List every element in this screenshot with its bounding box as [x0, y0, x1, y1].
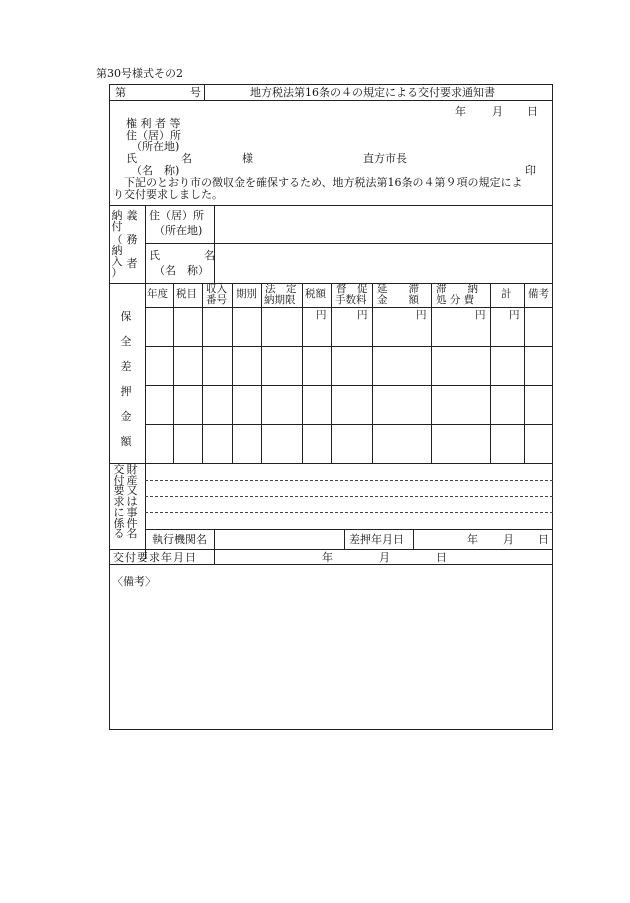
- taxpayer-address-label: 住（居）所: [149, 209, 204, 222]
- seizure-year: 年: [467, 533, 478, 546]
- notice-text-line1: 下記のとおり市の徴収金を確保するため、地方税法第16条の４第９項の規定によ: [113, 176, 523, 189]
- enforcement-agency-label: 執行機関名: [152, 533, 207, 546]
- date-day: 日: [527, 105, 538, 118]
- request-date-label: 交付要求年月日: [113, 551, 197, 564]
- divider: [490, 283, 491, 463]
- taxpayer-location-label: （所在地): [154, 224, 203, 237]
- divider: [214, 549, 215, 564]
- header-arrears: 滞 納: [436, 283, 478, 295]
- header-due-date: 納期限: [264, 294, 296, 306]
- yen-unit: 円: [357, 309, 368, 321]
- taxpayer-name-label: 氏 名: [149, 249, 215, 262]
- header-delinquency: 延 滞: [377, 283, 419, 295]
- rights-holder-label: 権 利 者 等: [126, 117, 181, 130]
- dashed-line: [145, 480, 553, 481]
- header-tax-item: 税目: [176, 288, 197, 300]
- seizure-month: 月: [503, 533, 514, 546]
- header-tax-amount: 税額: [305, 288, 326, 300]
- document-number-prefix: 第: [115, 86, 126, 99]
- header-number: 番号: [206, 294, 227, 306]
- divider: [261, 283, 262, 463]
- divider: [145, 346, 553, 347]
- notice-text-line2: り交付要求しました。: [113, 188, 223, 201]
- document-title: 地方税法第16条の４の規定による交付要求通知書: [250, 86, 495, 99]
- request-day: 日: [436, 551, 447, 564]
- address-label: 住（居）所: [126, 129, 181, 142]
- seizure-date-label: 差押年月日: [349, 533, 404, 546]
- header-remarks: 備考: [528, 288, 549, 300]
- divider: [204, 84, 205, 100]
- remarks-label: 〈備考〉: [112, 575, 156, 588]
- divider: [331, 283, 332, 463]
- property-label-col2: 財 産 又 は 事 件 名: [126, 463, 138, 541]
- yen-unit: 円: [475, 309, 486, 321]
- divider: [344, 529, 345, 549]
- taxpayer-label-col2: 義 務 者: [126, 209, 138, 270]
- yen-unit: 円: [416, 309, 427, 321]
- honorific: 様: [242, 152, 253, 165]
- form-number: 第30号様式その2: [96, 67, 183, 80]
- header-receipt: 収入: [206, 283, 227, 295]
- request-year: 年: [322, 551, 333, 564]
- divider: [145, 385, 553, 386]
- request-month: 月: [379, 551, 390, 564]
- header-total: 計: [501, 288, 512, 300]
- seal-mark: 印: [525, 164, 536, 177]
- divider: [145, 424, 553, 425]
- divider: [109, 564, 553, 565]
- taxpayer-corp-name-label: （名 称）: [154, 264, 209, 277]
- divider: [232, 283, 233, 463]
- divider: [109, 549, 553, 550]
- yen-unit: 円: [316, 309, 327, 321]
- divider: [145, 529, 553, 530]
- divider: [431, 283, 432, 463]
- header-installment: 期別: [236, 288, 257, 300]
- divider: [173, 283, 174, 463]
- corporate-name-label: （名 称): [131, 164, 180, 177]
- divider: [372, 283, 373, 463]
- divider: [302, 283, 303, 463]
- divider: [145, 307, 553, 308]
- divider: [202, 283, 203, 463]
- divider: [109, 100, 553, 101]
- property-label-col1: 交 付 要 求 に 係 る: [113, 463, 125, 541]
- date-month: 月: [492, 105, 503, 118]
- seizure-amount-label: 保 全 差 押 金 額: [120, 310, 132, 448]
- divider: [145, 205, 146, 559]
- divider: [109, 205, 553, 206]
- taxpayer-label-col1: 納 付 （ 納 入 ）: [111, 209, 123, 279]
- header-disposition-cost: 処 分 費: [436, 294, 475, 306]
- dashed-line: [145, 496, 553, 497]
- divider: [109, 463, 553, 464]
- header-delinquency-amount: 金 額: [377, 294, 419, 306]
- document-number-suffix: 号: [190, 86, 201, 99]
- issuer-name: 直方市長: [363, 152, 407, 165]
- divider: [214, 529, 215, 549]
- location-label: （所在地): [131, 140, 180, 153]
- header-reminder: 督 促: [336, 283, 368, 295]
- seizure-day: 日: [538, 533, 549, 546]
- header-fee: 手数料: [335, 294, 367, 306]
- date-year: 年: [455, 105, 466, 118]
- divider: [145, 243, 553, 244]
- header-fiscal-year: 年度: [147, 288, 168, 300]
- name-label: 氏 名: [126, 152, 192, 165]
- divider: [214, 205, 215, 283]
- divider: [524, 283, 525, 463]
- dashed-line: [145, 512, 553, 513]
- yen-unit: 円: [509, 309, 520, 321]
- divider: [413, 529, 414, 549]
- header-legal: 法 定: [265, 283, 297, 295]
